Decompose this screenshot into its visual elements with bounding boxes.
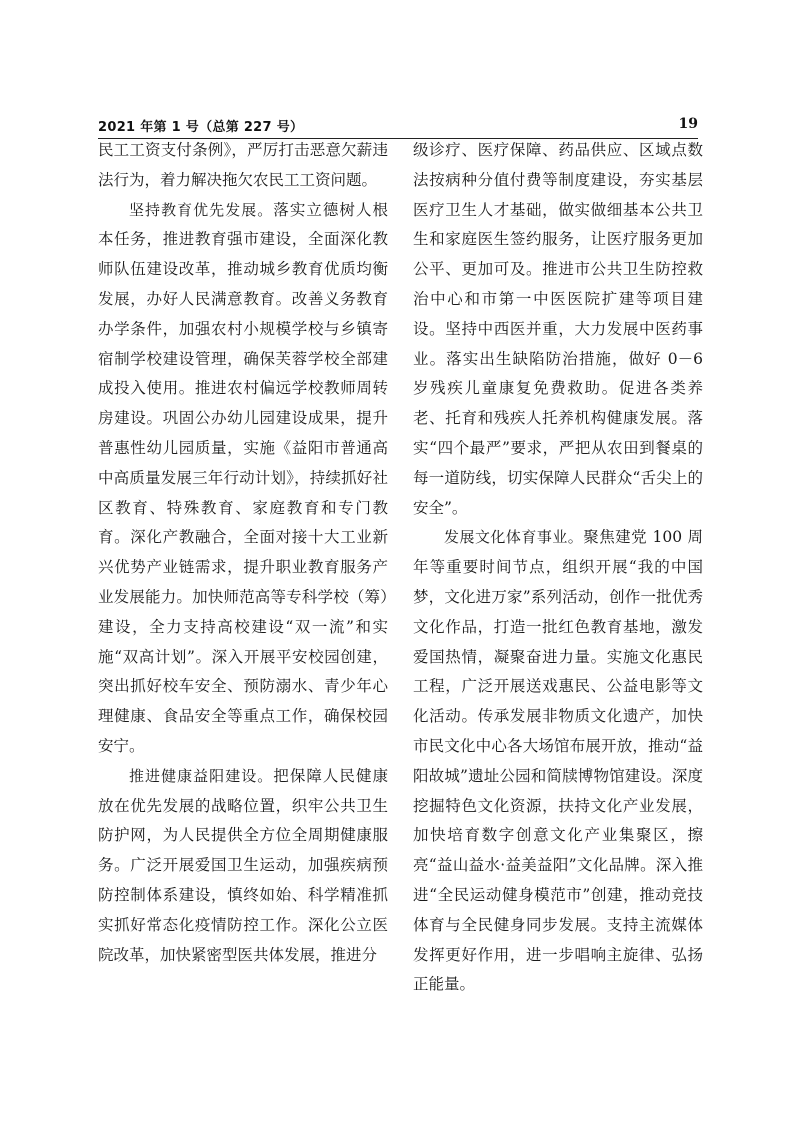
- paragraph-education: [98, 196, 388, 762]
- paragraph-culture-sports: [413, 523, 703, 1000]
- paragraph-continued: [413, 136, 703, 523]
- lead-heading-education: 坚持教育优先发展。: [129, 200, 274, 219]
- issue-label: 2021 年第 1 号（总第 227 号）: [98, 120, 304, 135]
- right-column: [413, 136, 703, 1096]
- paragraph-text: 民工工资支付条例》，严厉打击恶意欠薪违法行为，着力解决拖欠农民工工资问题。: [98, 141, 388, 189]
- page-number: 19: [678, 116, 698, 132]
- paragraph-health: [98, 762, 388, 971]
- lead-heading-health: 推进健康益阳建设。: [129, 766, 274, 785]
- paragraph-text: 落实立德树人根本任务，推进教育强市建设，全面深化教师队伍建设改革，推动城乡教育优质均衡发展，办好人民满意教育。改善义务教育办学条件，加强农村小规模学校与乡镇寄宿制学校建设管理，确保芙蓉学校全部建成投入使用。推进农村偏远学校教师周转房建设。巩固公办幼儿园建设成果，提升普惠性幼儿园质量，实施《益阳市普通高中高质量发展三年行动计划》，持续抓好社区教育、特殊教育、家庭教育和专门教育。深化产教融合，全面对接十大工业新兴优势产业链需求，提升职业教育服务产业发展能力。加快师范高等专科学校（筹）建设，全力支持高校建设“双一流”和实施“双高计划”。深入开展平安校园创建，突出抓好校车安全、预防溺水、青少年心理健康、食品安全等重点工作，确保校园安宁。: [98, 200, 388, 755]
- lead-heading-culture: 发展文化体育事业。: [444, 528, 584, 547]
- paragraph-text: 聚焦建党 100 周年等重要时间节点，组织开展“我的中国梦，文化进万家”系列活动，创作一批优秀文化作品，打造一批红色教育基地，激发爱国热情，凝聚奋进力量。实施文化惠民工程，广泛开展送戏惠民、公益电影等文化活动。传承发展非物质文化遗产，加快市民文化中心各大场馆布展开放，推动“益阳故城”遗址公园和简牍博物馆建设。深度挖掘特色文化资源，扶持文化产业发展，加快培育数字创意文化产业集聚区，擦亮“益山益水·益美益阳”文化品牌。深入推进“全民运动健身模范市”创建，推动竞技体育与全民健身同步发展。支持主流媒体发挥更好作用，进一步唱响主旋律、弘扬正能量。: [413, 528, 703, 994]
- paragraph-text: 级诊疗、医疗保障、药品供应、区域点数法按病种分值付费等制度建设，夯实基层医疗卫生人才基础，做实做细基本公共卫生和家庭医生签约服务，让医疗服务更加公平、更加可及。推进市公共卫生防控救治中心和市第一中医医院扩建等项目建设。坚持中西医并重，大力发展中医药事业。落实出生缺陷防治措施，做好 0－6 岁残疾儿童康复免费救助。促进各类养老、托育和残疾人托养机构健康发展。落实“四个最严”要求，严把从农田到餐桌的每一道防线，切实保障人民群众“舌尖上的安全”。: [413, 141, 703, 517]
- paragraph-text: 把保障人民健康放在优先发展的战略位置，织牢公共卫生防护网，为人民提供全方位全周期健康服务。广泛开展爱国卫生运动，加强疾病预防控制体系建设，慎终如始、科学精准抓实抓好常态化疫情防控工作。深化公立医院改革，加快紧密型医共体发展，推进分: [98, 766, 388, 964]
- paragraph-continued: [98, 136, 388, 196]
- left-column: [98, 136, 388, 1096]
